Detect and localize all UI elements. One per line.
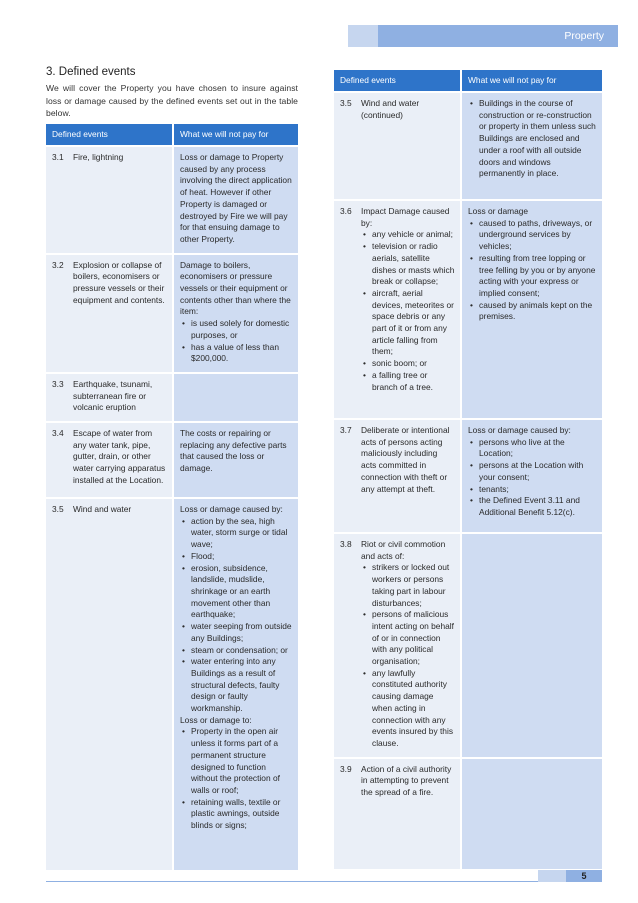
not-pay-list — [468, 437, 597, 519]
page-number: 5 — [566, 870, 602, 882]
event-text: Escape of water from any water tank, pipe, gutter, drain, or other water carrying apparatus installed at the Location. — [73, 428, 166, 485]
table-row — [46, 253, 298, 372]
header-title: Property — [378, 25, 618, 47]
not-pay-list — [468, 98, 597, 180]
list-item: • water entering into any Buildings as a result of structural defects, faulty design or faulty workmanship. — [180, 656, 293, 715]
col-header-defined-events: Defined events — [46, 124, 172, 145]
list-item: • caused to paths, driveways, or underground services by vehicles; — [468, 218, 597, 253]
list-item: • steam or condensation; or — [180, 645, 293, 657]
event-number: 3.4 — [52, 428, 64, 439]
list-item: • Buildings in the course of construction or re-construction or property in them unless such Buildings are enclosed and under a roof with all outside doors and windows permanently in place. — [468, 98, 597, 180]
list-item: • is used solely for domestic purposes, or — [180, 318, 293, 341]
event-list — [361, 562, 455, 749]
table-row — [334, 757, 602, 869]
not-pay-text: Loss or damage caused by: — [468, 425, 571, 435]
list-item: • persons who live at the Location; — [468, 437, 597, 460]
table-row — [46, 497, 298, 870]
list-item: • Property in the open air unless it forms part of a permanent structure designed to function without the protection of walls or roof; — [180, 726, 293, 796]
event-number: 3.7 — [340, 425, 352, 435]
event-number: 3.6 — [340, 206, 352, 216]
event-text: Wind and water (continued) — [361, 98, 420, 120]
event-text: Deliberate or intentional acts of persons acting maliciously including acts committed in connection with theft or any attempt at theft. — [361, 425, 450, 494]
event-number: 3.9 — [340, 763, 352, 774]
table-row — [46, 145, 298, 253]
defined-events-table-left — [46, 124, 298, 870]
event-number: 3.3 — [52, 378, 64, 389]
section-title: 3. Defined events — [46, 66, 136, 78]
event-list — [361, 229, 455, 393]
list-item: • caused by animals kept on the premises. — [468, 300, 597, 323]
list-item: • tenants; — [468, 484, 597, 496]
col-header-not-pay: What we will not pay for — [460, 70, 602, 91]
table-row — [46, 421, 298, 497]
list-item: • persons of malicious intent acting on behalf of or in connection with any political organisation; — [361, 609, 455, 668]
not-pay-list — [180, 318, 293, 365]
list-item: • erosion, subsidence, landslide, mudslide, shrinkage or an earth movement other than earthquake; — [180, 563, 293, 622]
event-text: Fire, lightning — [73, 152, 124, 162]
not-pay-list — [180, 726, 293, 831]
list-item: • water seeping from outside any Buildings; — [180, 621, 293, 644]
list-item: • any lawfully constituted authority causing damage when acting in connection with any events insured by this clause. — [361, 668, 455, 750]
event-text: Riot or civil commotion and acts of: — [361, 539, 446, 561]
list-item: • action by the sea, high water, storm surge or tidal wave; — [180, 516, 293, 551]
event-text: Earthquake, tsunami, subterranean fire or volcanic eruption — [73, 378, 153, 413]
event-text: Wind and water — [73, 504, 132, 515]
event-text: Impact Damage caused by: — [361, 206, 450, 228]
event-number: 3.5 — [52, 504, 64, 515]
list-item: • the Defined Event 3.11 and Additional Benefit 5.12(c). — [468, 495, 597, 518]
not-pay-text: Loss or damage to: — [180, 714, 252, 725]
list-item: • sonic boom; or — [361, 358, 455, 370]
list-item: • persons at the Location with your consent; — [468, 460, 597, 483]
not-pay-text: Loss or damage — [468, 206, 529, 216]
event-number: 3.5 — [340, 98, 352, 108]
table-row — [334, 91, 602, 199]
event-number: 3.1 — [52, 152, 64, 162]
col-header-defined-events: Defined events — [334, 70, 460, 91]
table-row — [334, 418, 602, 532]
list-item: • resulting from tree lopping or tree felling by you or by anyone acting with your express or implied consent; — [468, 253, 597, 300]
list-item: • strikers or locked out workers or persons taking part in labour disturbances; — [361, 562, 455, 609]
not-pay-text: Loss or damage caused by: — [180, 504, 283, 515]
not-pay-text: Damage to boilers, economisers or pressure vessels or their equipment or contents other than where the item: — [180, 259, 291, 317]
not-pay-list — [180, 516, 293, 715]
header-accent-light — [348, 25, 378, 47]
footer-accent-light — [538, 870, 566, 882]
not-pay-list — [468, 218, 597, 323]
event-text: Explosion or collapse of boilers, economisers or pressure vessels or their equipment and contents. — [73, 259, 165, 305]
event-number: 3.2 — [52, 259, 64, 270]
section-intro: We will cover the Property you have chosen to insure against loss or damage caused by the defined events set out in the table below. — [46, 83, 298, 119]
list-item: • television or radio aerials, satellite dishes or masts which break or collapse; — [361, 241, 455, 288]
list-item: • aircraft, aerial devices, meteorites or space debris or any part of it or from any article falling from them; — [361, 288, 455, 358]
table-row — [334, 199, 602, 418]
defined-events-table-right — [334, 70, 602, 869]
list-item: • any vehicle or animal; — [361, 229, 455, 241]
table-row — [46, 372, 298, 421]
list-item: • a falling tree or branch of a tree. — [361, 370, 455, 393]
col-header-not-pay: What we will not pay for — [172, 124, 298, 145]
event-text: Action of a civil authority in attempting to prevent the spread of a fire. — [361, 763, 452, 798]
list-item: • has a value of less than $200,000. — [180, 342, 293, 365]
list-item: • retaining walls, textile or plastic awnings, outside blinds or signs; — [180, 797, 293, 832]
not-pay-text: The costs or repairing or replacing any defective parts that caused the loss or damage. — [180, 428, 287, 474]
footer-rule — [46, 881, 538, 882]
list-item: • Flood; — [180, 551, 293, 563]
not-pay-text: Loss or damage to Property caused by any process involving the direct application of heat. However if other Property is damaged or destroyed by Fire we will pay for that ensuing damage to other Property. — [180, 152, 292, 244]
table-row — [334, 532, 602, 757]
event-number: 3.8 — [340, 539, 352, 549]
